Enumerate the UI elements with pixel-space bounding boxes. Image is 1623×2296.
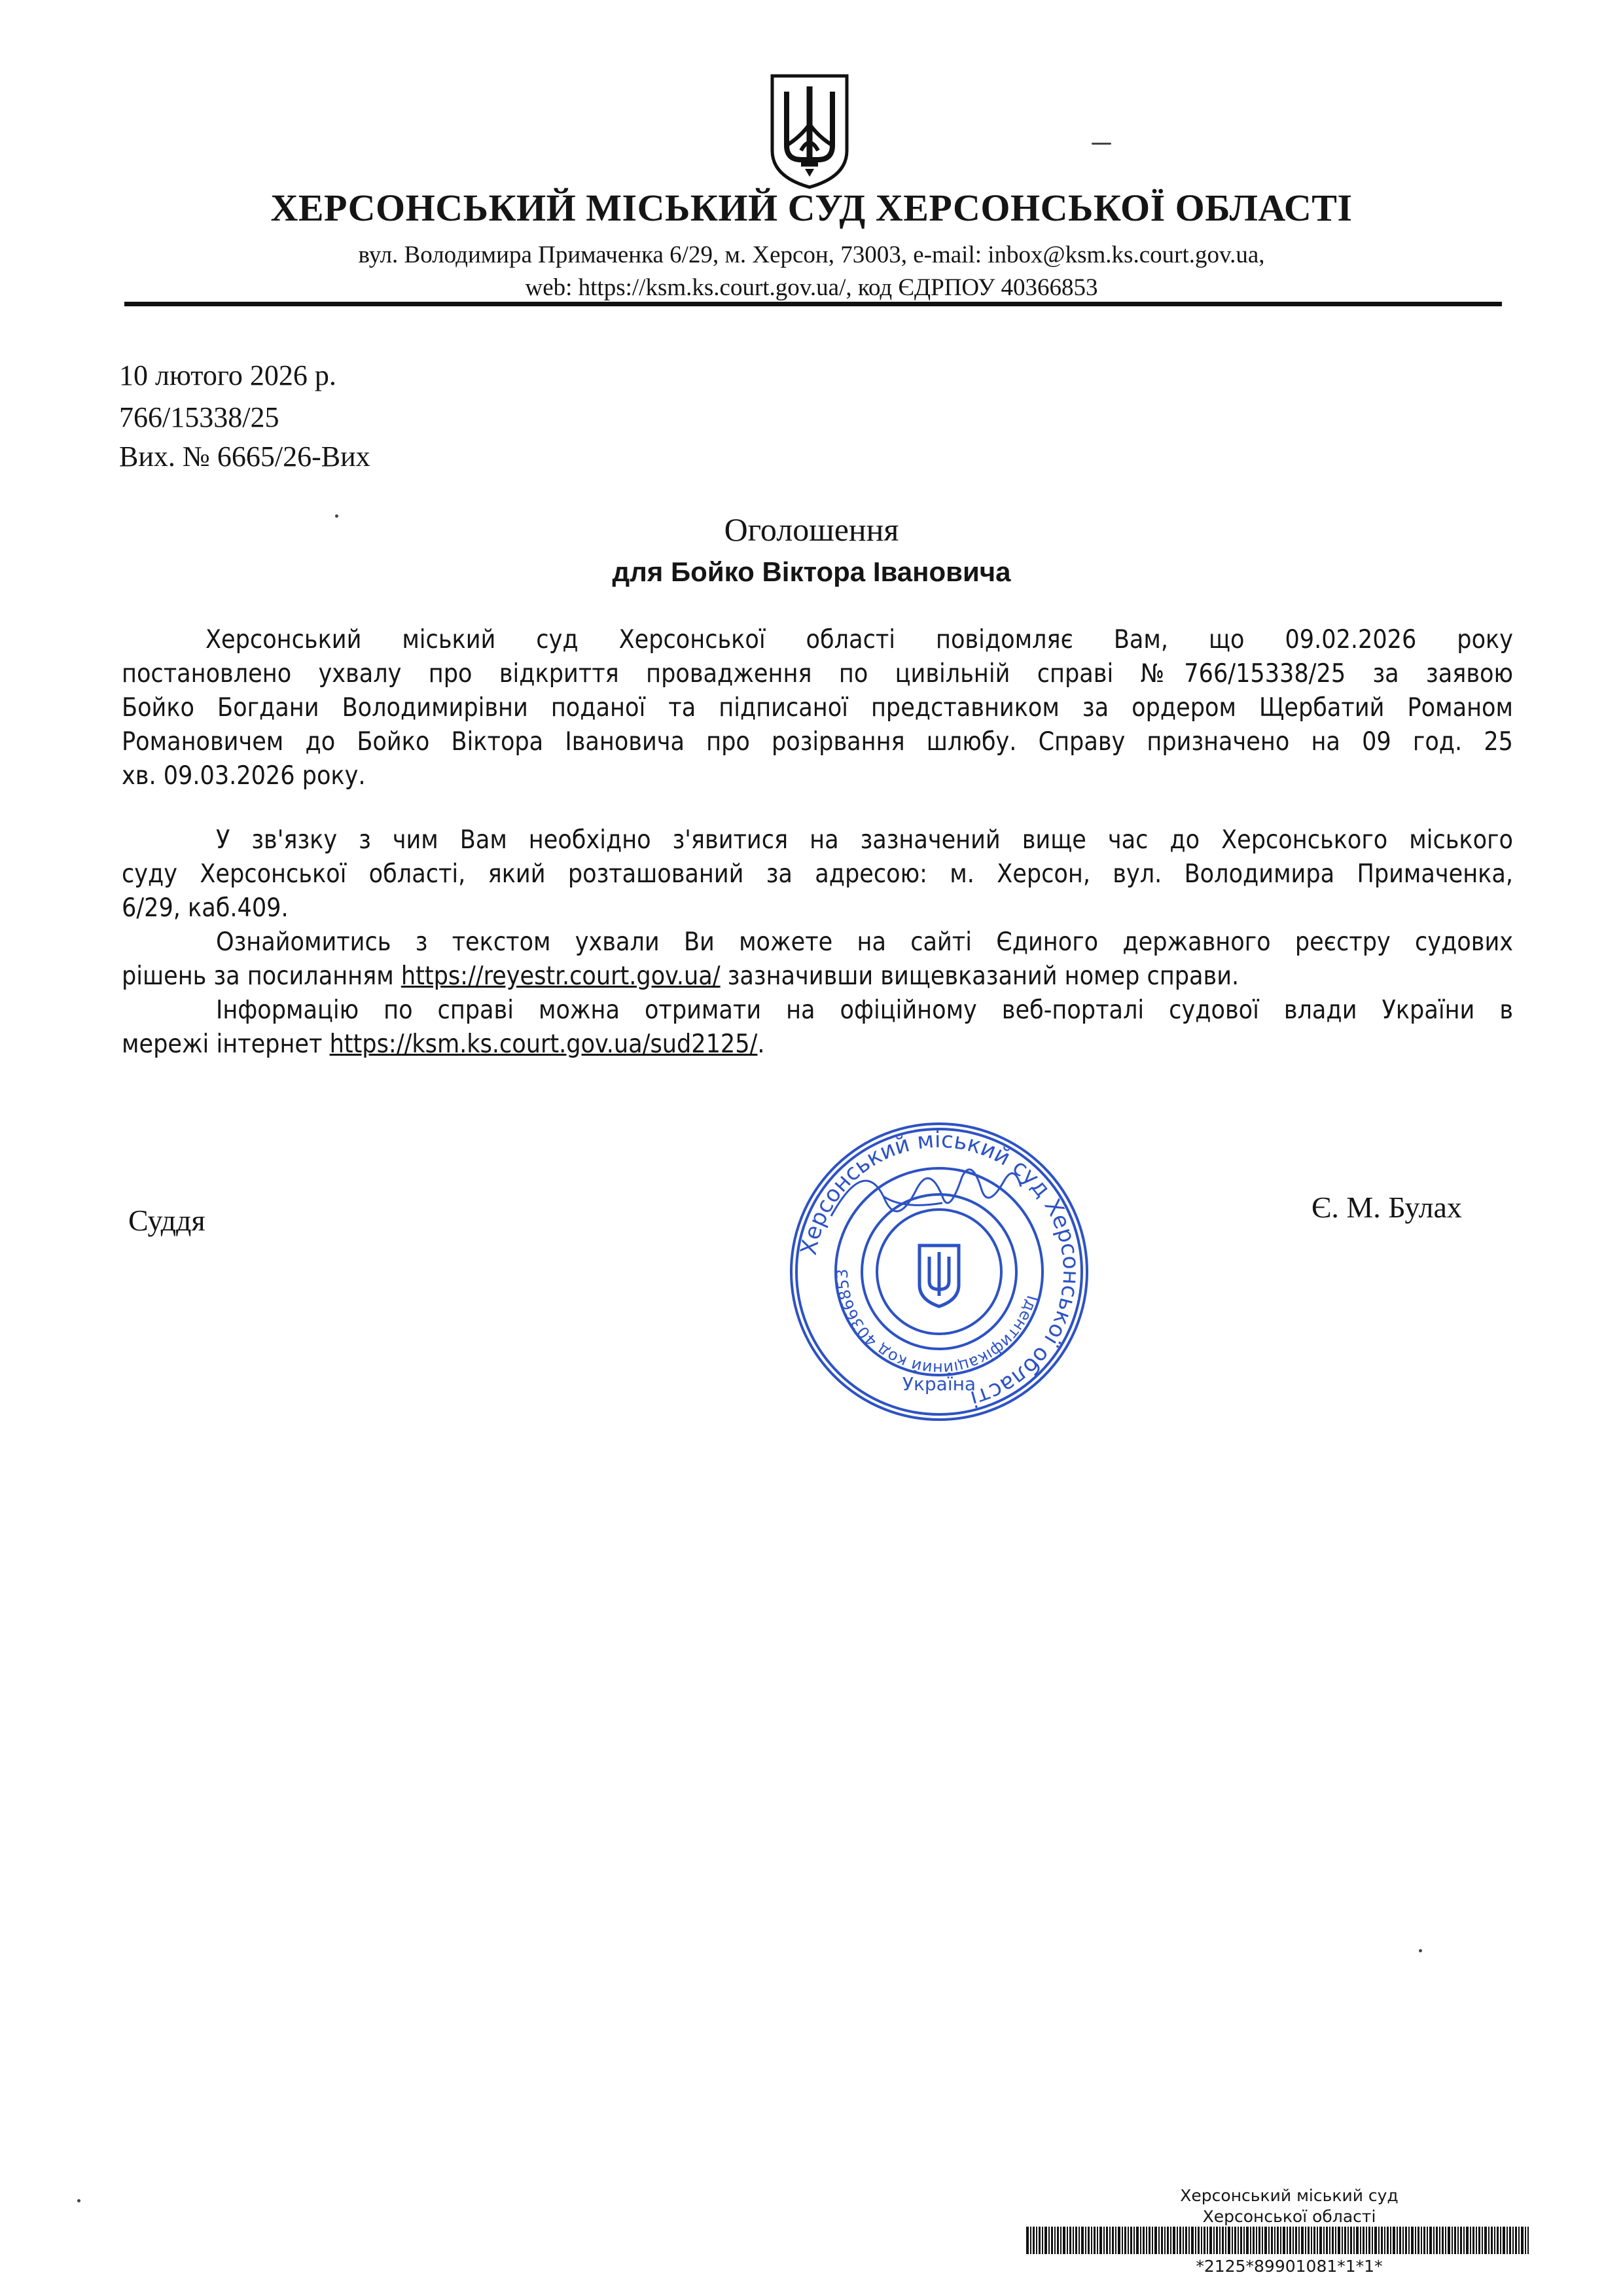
barcode-bar [1497, 2227, 1499, 2254]
barcode-bar [1368, 2227, 1370, 2254]
registration-code: *2125*89901081*1*1* [1196, 2257, 1383, 2276]
reyestr-link[interactable]: https://reyestr.court.gov.ua/ [401, 961, 721, 991]
paragraph2-line: 6/29, каб.409. [122, 893, 289, 923]
barcode-bar [1295, 2227, 1297, 2254]
barcode-bar [1161, 2227, 1163, 2254]
paragraph4-text: . [757, 1030, 765, 1059]
barcode-bar [1338, 2227, 1340, 2254]
barcode-bar [1308, 2227, 1310, 2254]
barcode-bar [1258, 2227, 1260, 2254]
barcode-bar [1472, 2227, 1474, 2254]
barcode-bar [1118, 2227, 1120, 2254]
barcode-bar [1488, 2227, 1489, 2254]
barcode-bar [1177, 2227, 1178, 2254]
barcode-bar [1478, 2227, 1480, 2254]
signer-name: Є. М. Булах [1311, 1191, 1462, 1224]
court-address: вул. Володимира Примаченка 6/29, м. Херсон, 73003, e-mail: inbox@ksm.ks.court.gov.ua, [358, 242, 1265, 268]
barcode-bar [1381, 2227, 1383, 2254]
barcode-bar [1390, 2227, 1391, 2254]
barcode-bar [1429, 2227, 1432, 2254]
court-name: ХЕРСОНСЬКИЙ МІСЬКИЙ СУД ХЕРСОНСЬКОЇ ОБЛАСТІ [270, 187, 1353, 229]
barcode-bar [1054, 2227, 1056, 2254]
barcode-bar [1130, 2227, 1132, 2254]
barcode-bar [1109, 2227, 1111, 2254]
barcode-bar [1393, 2227, 1395, 2254]
paragraph1-line: Херсонський міський суд Херсонської області повідомляє Вам, що 09.02.2026 року [205, 625, 1513, 655]
registration-region: Херсонської області [1202, 2207, 1376, 2226]
stamp-inner-text: Ідентифікаційний код 40366853 [832, 1268, 1042, 1378]
barcode-bar [1122, 2227, 1123, 2254]
barcode-bar [1353, 2227, 1355, 2254]
barcode-bar [1470, 2227, 1471, 2254]
barcode-bar [1335, 2227, 1336, 2254]
barcode-bar [1457, 2227, 1459, 2254]
barcode-bar [1360, 2227, 1361, 2254]
barcode-bar [1158, 2227, 1160, 2254]
barcode-bar [1350, 2227, 1352, 2254]
barcode-bar [1439, 2227, 1440, 2254]
paragraph1-line: Романовичем до Бойко Віктора Івановича про розірвання шлюбу. Справу призначено на 09 год. 25 [122, 727, 1513, 757]
barcode-bar [1503, 2227, 1505, 2254]
scan-speck [1092, 143, 1111, 145]
barcode-bar [1057, 2227, 1059, 2254]
barcode-bar [1283, 2227, 1285, 2254]
barcode-bar [1305, 2227, 1306, 2254]
barcode-bar [1363, 2227, 1364, 2254]
barcode-bar [1081, 2227, 1084, 2254]
barcode-bar [1216, 2227, 1218, 2254]
barcode-bar [1191, 2227, 1194, 2254]
barcode-bar [1140, 2227, 1141, 2254]
barcode-bar [1262, 2227, 1263, 2254]
barcode-bar [1238, 2227, 1239, 2254]
barcode-bar [1452, 2227, 1453, 2254]
barcode-bar [1356, 2227, 1359, 2254]
barcode-bar [1207, 2227, 1208, 2254]
barcode-bar [1088, 2227, 1090, 2254]
barcode-icon [1026, 2227, 1529, 2254]
announcement-recipient: для Бойко Віктора Івановича [612, 556, 1011, 587]
barcode-bar [1067, 2227, 1068, 2254]
barcode-bar [1466, 2227, 1469, 2254]
signer-role: Суддя [128, 1204, 205, 1237]
barcode-bar [1494, 2227, 1495, 2254]
barcode-bar [1198, 2227, 1200, 2254]
barcode-bar [1448, 2227, 1450, 2254]
barcode-bar [1274, 2227, 1275, 2254]
barcode-bar [1030, 2227, 1031, 2254]
announcement-title: Оголошення [724, 511, 899, 548]
barcode-bar [1374, 2227, 1377, 2254]
barcode-bar [1484, 2227, 1487, 2254]
barcode-bar [1319, 2227, 1322, 2254]
court-portal-link[interactable]: https://ksm.ks.court.gov.ua/sud2125/ [329, 1030, 758, 1059]
barcode-bar [1525, 2227, 1526, 2254]
barcode-bar [1091, 2227, 1092, 2254]
document-date: 10 лютого 2026 р. [119, 359, 336, 391]
barcode-bar [1152, 2227, 1153, 2254]
barcode-bar [1115, 2227, 1116, 2254]
barcode-bar [1280, 2227, 1281, 2254]
barcode-bar [1476, 2227, 1477, 2254]
barcode-bar [1332, 2227, 1334, 2254]
barcode-bar [1423, 2227, 1425, 2254]
barcode-bar [1372, 2227, 1373, 2254]
paragraph1-line: постановлено ухвалу про відкриття провадження по цивільній справі №766/15338/25 за заявою [122, 659, 1513, 689]
barcode-bar [1323, 2227, 1325, 2254]
barcode-bar [1289, 2227, 1291, 2254]
outgoing-number: Вих. № 6665/26-Вих [119, 440, 370, 473]
paragraph1-line: Бойко Богдани Володимирівни поданої та підписаної представником за ордером Щербатий Романом [122, 693, 1513, 723]
barcode-bar [1213, 2227, 1215, 2254]
paragraph3-text: рішень за посиланням [122, 961, 401, 991]
barcode-bar [1405, 2227, 1407, 2254]
barcode-bar [1164, 2227, 1166, 2254]
barcode-bar [1179, 2227, 1181, 2254]
barcode-bar [1094, 2227, 1096, 2254]
barcode-bar [1228, 2227, 1230, 2254]
barcode-bar [1146, 2227, 1147, 2254]
barcode-bar [1507, 2227, 1508, 2254]
barcode-bar [1036, 2227, 1037, 2254]
barcode-bar [1264, 2227, 1267, 2254]
paragraph2-line: У зв'язку з чим Вам необхідно з'явитися на зазначений вище час до Херсонського міського [216, 825, 1513, 855]
barcode-bar [1219, 2227, 1221, 2254]
header-divider [124, 302, 1502, 306]
scan-speck [335, 514, 338, 518]
barcode-bar [1143, 2227, 1145, 2254]
barcode-bar [1183, 2227, 1184, 2254]
barcode-bar [1128, 2227, 1129, 2254]
barcode-bar [1097, 2227, 1098, 2254]
barcode-bar [1106, 2227, 1108, 2254]
case-number: 766/15338/25 [119, 401, 279, 433]
paragraph4-text: мережі інтернет [122, 1030, 330, 1059]
barcode-bar [1454, 2227, 1456, 2254]
barcode-bar [1347, 2227, 1349, 2254]
barcode-bar [1124, 2227, 1126, 2254]
barcode-bar [1225, 2227, 1226, 2254]
court-stamp [785, 1118, 1093, 1426]
barcode-bar [1112, 2227, 1114, 2254]
paragraph1-line: хв. 09.03.2026 року. [122, 761, 366, 791]
paragraph3-line [122, 960, 1239, 994]
barcode-bar [1366, 2227, 1367, 2254]
barcode-bar [1085, 2227, 1086, 2254]
barcode-bar [1482, 2227, 1483, 2254]
barcode-bar [1149, 2227, 1150, 2254]
barcode-bar [1329, 2227, 1330, 2254]
barcode-bar [1185, 2227, 1187, 2254]
barcode-bar [1222, 2227, 1224, 2254]
barcode-bar [1209, 2227, 1212, 2254]
barcode-bar [1044, 2227, 1047, 2254]
barcode-bar [1463, 2227, 1465, 2254]
barcode-bar [1039, 2227, 1041, 2254]
barcode-bar [1399, 2227, 1401, 2254]
barcode-bar [1298, 2227, 1300, 2254]
barcode-bar [1527, 2227, 1529, 2254]
court-web-code: web: https://ksm.ks.court.gov.ua/, код ЄДРПОУ 40366853 [525, 274, 1098, 301]
barcode-bar [1433, 2227, 1435, 2254]
scan-speck [1419, 1949, 1422, 1952]
barcode-bar [1026, 2227, 1029, 2254]
barcode-bar [1500, 2227, 1501, 2254]
barcode-bar [1133, 2227, 1135, 2254]
barcode-bar [1033, 2227, 1035, 2254]
barcode-bar [1073, 2227, 1074, 2254]
barcode-bar [1384, 2227, 1385, 2254]
barcode-bar [1415, 2227, 1416, 2254]
barcode-bar [1408, 2227, 1410, 2254]
barcode-bar [1326, 2227, 1328, 2254]
barcode-bar [1201, 2227, 1202, 2254]
barcode-bar [1287, 2227, 1288, 2254]
barcode-bar [1075, 2227, 1077, 2254]
paragraph2-line: суду Херсонської області, який розташований за адресою: м. Херсон, вул. Володимира Примаченка, [122, 859, 1513, 889]
barcode-bar [1170, 2227, 1171, 2254]
barcode-bar [1317, 2227, 1318, 2254]
barcode-bar [1042, 2227, 1043, 2254]
barcode-bar [1250, 2227, 1251, 2254]
barcode-bar [1256, 2227, 1257, 2254]
barcode-bar [1402, 2227, 1404, 2254]
barcode-bar [1240, 2227, 1242, 2254]
barcode-bar [1271, 2227, 1273, 2254]
barcode-bar [1243, 2227, 1245, 2254]
barcode-bar [1167, 2227, 1169, 2254]
barcode-bar [1344, 2227, 1346, 2254]
barcode-bar [1521, 2227, 1524, 2254]
barcode-bar [1418, 2227, 1419, 2254]
barcode-bar [1378, 2227, 1380, 2254]
barcode-bar [1079, 2227, 1080, 2254]
paragraph3-text: зазначивши вищевказаний номер справи. [720, 961, 1240, 991]
barcode-bar [1246, 2227, 1249, 2254]
barcode-bar [1411, 2227, 1414, 2254]
barcode-bar [1515, 2227, 1517, 2254]
barcode-bar [1277, 2227, 1279, 2254]
barcode-bar [1051, 2227, 1053, 2254]
barcode-bar [1204, 2227, 1205, 2254]
barcode-bar [1234, 2227, 1236, 2254]
barcode-bar [1099, 2227, 1102, 2254]
barcode-bar [1387, 2227, 1389, 2254]
barcode-bar [1063, 2227, 1065, 2254]
barcode-bar [1512, 2227, 1514, 2254]
barcode-bar [1460, 2227, 1462, 2254]
barcode-bar [1491, 2227, 1493, 2254]
barcode-bar [1442, 2227, 1444, 2254]
barcode-bar [1445, 2227, 1446, 2254]
barcode-bar [1048, 2227, 1050, 2254]
barcode-bar [1103, 2227, 1105, 2254]
barcode-bar [1154, 2227, 1157, 2254]
barcode-bar [1397, 2227, 1398, 2254]
barcode-bar [1268, 2227, 1270, 2254]
barcode-bar [1136, 2227, 1139, 2254]
paragraph4-line [122, 1028, 765, 1062]
barcode-bar [1188, 2227, 1190, 2254]
barcode-bar [1232, 2227, 1233, 2254]
barcode-bar [1509, 2227, 1511, 2254]
barcode-bar [1293, 2227, 1294, 2254]
barcode-bar [1342, 2227, 1343, 2254]
barcode-bar [1427, 2227, 1428, 2254]
tryzub-icon [767, 72, 852, 190]
barcode-bar [1311, 2227, 1312, 2254]
stamp-tryzub-icon [919, 1246, 959, 1306]
paragraph3-line: Ознайомитись з текстом ухвали Ви можете на сайті Єдиного державного реєстру судових [216, 927, 1513, 957]
barcode-bar [1253, 2227, 1255, 2254]
barcode-bar [1195, 2227, 1196, 2254]
barcode-bar [1518, 2227, 1520, 2254]
barcode-bar [1421, 2227, 1422, 2254]
paragraph4-line: Інформацію по справі можна отримати на офіційному веб-порталі судової влади України в [216, 996, 1513, 1025]
barcode-bar [1436, 2227, 1438, 2254]
barcode-bar [1060, 2227, 1061, 2254]
stamp-outer-text: Херсонський міський суд Херсонської області [795, 1126, 1084, 1412]
registration-court: Херсонський міський суд [1180, 2186, 1399, 2205]
scan-speck [77, 2199, 80, 2202]
barcode-bar [1069, 2227, 1071, 2254]
barcode-bar [1301, 2227, 1304, 2254]
barcode-bar [1173, 2227, 1175, 2254]
barcode-bar [1313, 2227, 1315, 2254]
stamp-country: Україна [902, 1373, 976, 1395]
